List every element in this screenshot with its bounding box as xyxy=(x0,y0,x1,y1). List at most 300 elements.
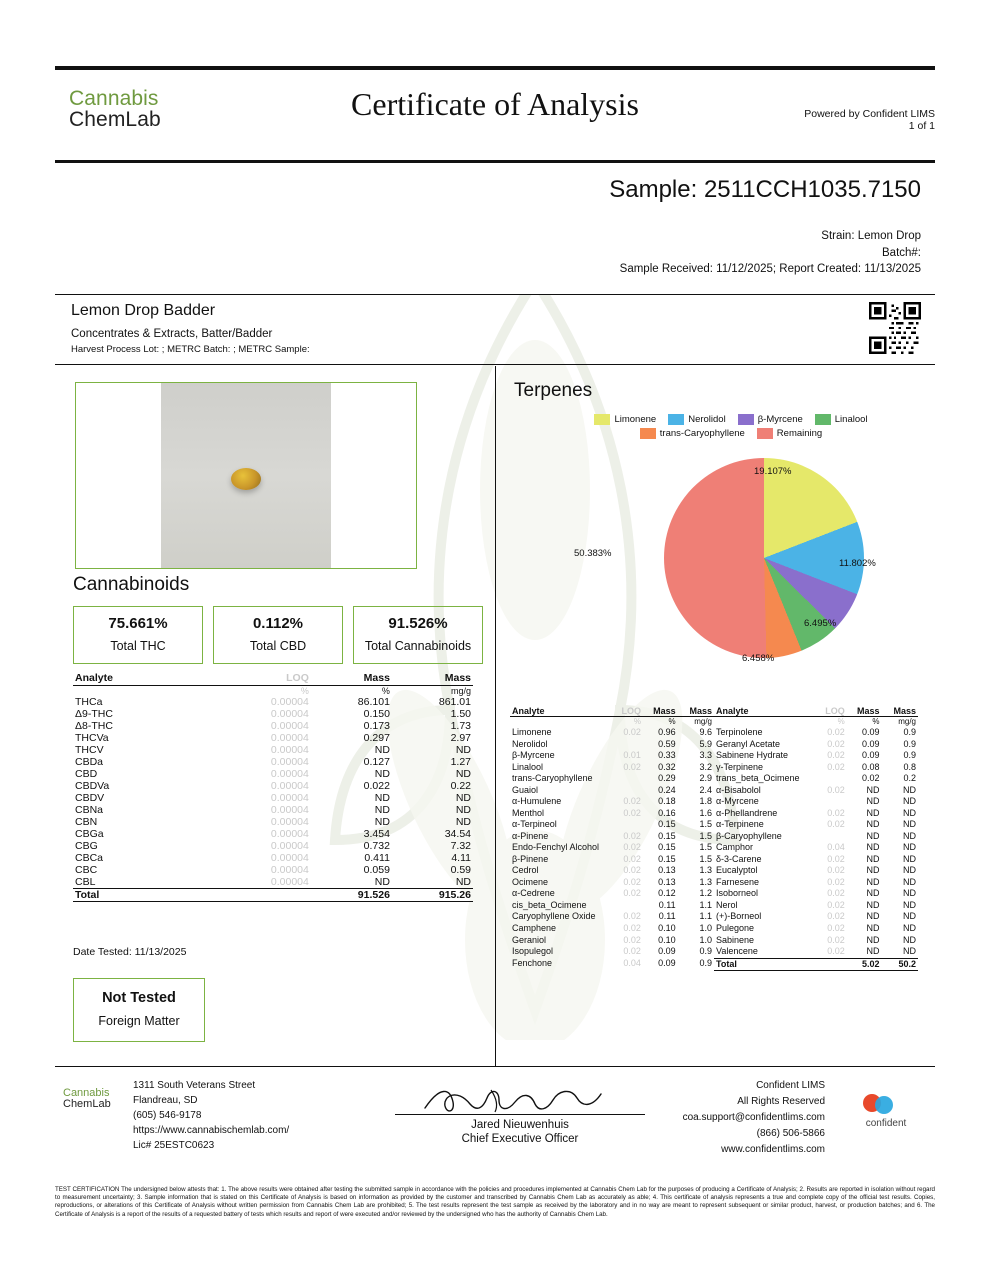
cell-mass-mgg: 0.9 xyxy=(699,946,712,957)
address-phone: (605) 546-9178 xyxy=(133,1110,202,1121)
test-certification-text: TEST CERTIFICATION The undersigned below attests that: 1. The above results were obtained after testing the submitted sample in accordance with the policies and procedures implemented at Cannabis Chem Lab for the purposes of producing a Certificate of Analysis; 2. Results are reported in isolation without regard to measurement uncertainty; 3. Sample information that is stated on this Certificate of Analysis is based on information as provided by the customer and transcribed by Cannabis Chem Lab as accurately as able; 4. This certificate of analysis represents a true and complete copy of the official test results. Copies, reproductions, or alterations of this Certificate of Analysis without written permission from Cannabis Chem Lab are prohibited; 5. The test results represent the test sample as received by the laboratory and in no way are meant to represent subsequent or similar product, harvest, or production batches; and 6. The Certificate of Analysis is a report of the results of a requested battery of tests which results and report of were executed and/or reviewed by the undersigned who has the authority of Cannabis Chem Lab. xyxy=(55,1186,935,1218)
cell-mass-pct: 0.732 xyxy=(363,840,390,852)
cell-mass-pct: ND xyxy=(374,816,390,828)
foreign-matter-box xyxy=(73,978,205,1042)
cell-analyte: CBNa xyxy=(75,804,104,816)
address-line-1: 1311 South Veterans Street xyxy=(133,1080,256,1091)
sample-strain: Strain: Lemon Drop xyxy=(821,230,921,242)
page-footer xyxy=(55,1070,935,1180)
cell-mass-mgg: 2.4 xyxy=(699,784,712,795)
table-row xyxy=(73,696,473,708)
cell-loq: 0.02 xyxy=(623,830,641,841)
cell-mass-pct: 0.11 xyxy=(658,911,676,922)
cell-loq xyxy=(812,796,846,808)
table-row xyxy=(510,935,714,947)
cell-analyte: Sabinene Hydrate xyxy=(716,750,789,761)
sample-photo xyxy=(161,383,331,568)
cell-loq: 0.02 xyxy=(827,865,845,876)
cell-mass-mgg: 0.8 xyxy=(903,761,916,772)
table-subheader-row xyxy=(73,686,473,697)
cell-analyte: δ-3-Carene xyxy=(716,853,762,864)
terp2-col-mass-mgg: Mass xyxy=(893,706,916,716)
table-row xyxy=(510,877,714,889)
legend-label-nerolidol: Nerolidol xyxy=(688,414,726,425)
cell-loq: 0.02 xyxy=(623,842,641,853)
cell-mass-mgg: ND xyxy=(455,804,471,816)
cell-mass-mgg: 1.1 xyxy=(699,899,712,910)
cell-analyte: α-Myrcene xyxy=(716,796,759,807)
cell-mass-pct: 0.022 xyxy=(363,780,390,792)
cannabinoid-summary-boxes xyxy=(73,606,483,664)
cell-analyte: Nerolidol xyxy=(512,738,548,749)
cell-mass-mgg: 3.2 xyxy=(699,761,712,772)
cell-loq: 0.02 xyxy=(623,934,641,945)
cell-analyte: CBG xyxy=(75,840,98,852)
cell-mass-pct: 3.454 xyxy=(363,828,390,840)
cell-loq xyxy=(812,773,846,785)
cell-mass-pct: ND xyxy=(866,946,880,957)
cell-loq: 0.00004 xyxy=(270,840,309,852)
table-row xyxy=(73,828,473,840)
cell-mass-mgg: ND xyxy=(903,946,916,957)
cell-loq: 0.02 xyxy=(827,853,845,864)
terp2-sub-analyte xyxy=(714,717,812,728)
table-row xyxy=(73,852,473,864)
cell-loq xyxy=(609,900,643,912)
table-total-row: Total 91.526 915.26 xyxy=(75,889,471,901)
table-row xyxy=(714,831,918,843)
table-row xyxy=(510,946,714,958)
cell-mass-mgg: 0.22 xyxy=(450,780,471,792)
cell-analyte: Endo-Fenchyl Alcohol xyxy=(512,842,600,853)
cell-analyte: Ocimene xyxy=(512,876,549,887)
cell-mass-mgg: 1.50 xyxy=(450,708,471,720)
date-tested: Date Tested: 11/13/2025 xyxy=(73,946,187,958)
lims-phone: (866) 506-5866 xyxy=(756,1128,825,1139)
right-column xyxy=(495,366,936,1066)
cell-mass-mgg: ND xyxy=(903,876,916,887)
cell-loq xyxy=(609,785,643,797)
footer-logo-line2: ChemLab xyxy=(63,1098,111,1111)
foreign-matter-label: Foreign Matter xyxy=(98,1014,180,1028)
cell-analyte: Camphor xyxy=(716,842,754,853)
legend-label-remaining: Remaining xyxy=(776,428,823,439)
terp2-col-loq: LOQ xyxy=(825,706,845,716)
cell-loq: 0.00004 xyxy=(270,792,309,804)
cell-analyte: Δ9-THC xyxy=(75,708,113,720)
table-row xyxy=(510,739,714,751)
legend-label-trans-caryophyllene: trans-Caryophyllene xyxy=(659,428,745,439)
cell-mass-mgg: ND xyxy=(903,853,916,864)
cell-loq: 0.00004 xyxy=(270,804,309,816)
lims-website[interactable]: www.confidentlims.com xyxy=(721,1144,825,1155)
cell-analyte: Δ8-THC xyxy=(75,720,113,732)
address-website[interactable]: https://www.cannabischemlab.com/ xyxy=(133,1125,290,1136)
cell-analyte: β-Pinene xyxy=(512,853,549,864)
cell-mass-pct: ND xyxy=(866,865,880,876)
table-row xyxy=(714,842,918,854)
cell-mass-mgg: ND xyxy=(455,744,471,756)
confident-logo-label: confident xyxy=(865,1118,907,1129)
cell-mass-mgg: 0.9 xyxy=(903,727,916,738)
cell-mass-pct: 86.101 xyxy=(357,696,390,708)
cell-mass-mgg: 1.2 xyxy=(699,888,712,899)
cell-mass-pct: ND xyxy=(866,842,880,853)
table-row xyxy=(714,739,918,751)
table-row xyxy=(73,768,473,780)
table-row xyxy=(714,923,918,935)
cell-mass-pct: 0.16 xyxy=(658,807,676,818)
cell-loq: 0.02 xyxy=(827,807,845,818)
table-row xyxy=(510,808,714,820)
cell-loq: 0.02 xyxy=(827,923,845,933)
legend-swatch-myrcene xyxy=(738,414,754,425)
header-rule xyxy=(55,160,935,163)
terpenes-table-left xyxy=(510,706,714,969)
cell-mass-mgg: 3.3 xyxy=(699,750,712,761)
cell-analyte: THCVa xyxy=(75,732,109,744)
cell-mass-pct: ND xyxy=(866,819,880,830)
terp-col-mass-pct: Mass xyxy=(653,706,676,716)
cell-mass-pct: 0.59 xyxy=(658,738,676,749)
cell-mass-mgg: ND xyxy=(903,888,916,899)
cell-analyte: α-Bisabolol xyxy=(716,784,761,795)
table-row xyxy=(510,785,714,797)
table-row xyxy=(73,744,473,756)
pie-label-limonene: 19.107% xyxy=(754,466,792,477)
cell-mass-mgg: ND xyxy=(903,934,916,945)
cell-analyte: α-Phellandrene xyxy=(716,807,778,818)
cell-loq: 0.04 xyxy=(623,957,641,968)
cell-analyte: Guaiol xyxy=(512,784,539,795)
cell-mass-pct: 0.24 xyxy=(658,784,676,795)
cell-analyte: α-Terpinene xyxy=(716,819,764,830)
terp-col-mass-mgg: Mass xyxy=(689,706,712,716)
terp-right-header-row xyxy=(714,706,918,717)
qr-code[interactable] xyxy=(869,302,921,354)
terp-sub-mass-mgg: mg/g xyxy=(694,717,712,726)
pie-label-nerolidol: 11.802% xyxy=(839,558,876,569)
terp2-col-analyte: Analyte xyxy=(716,706,749,716)
cell-mass-pct: ND xyxy=(866,807,880,818)
cell-analyte: CBDa xyxy=(75,756,104,768)
cell-mass-mgg: 34.54 xyxy=(444,828,471,840)
cell-mass-pct: ND xyxy=(866,784,880,795)
cell-mass-pct: 0.02 xyxy=(861,773,880,784)
legend-label-limonene: Limonene xyxy=(614,414,657,425)
cell-mass-pct: 0.09 xyxy=(861,738,880,749)
table-row xyxy=(73,876,473,889)
table-row xyxy=(714,785,918,797)
table-row xyxy=(510,773,714,785)
cell-mass-mgg: 9.6 xyxy=(699,727,712,738)
total-cbd-box xyxy=(213,606,343,664)
table-row xyxy=(510,796,714,808)
cell-mass-pct: 0.150 xyxy=(363,708,390,720)
cell-mass-pct: ND xyxy=(374,876,390,888)
cell-mass-mgg: 4.11 xyxy=(451,852,471,864)
cell-mass-pct: 0.09 xyxy=(658,946,676,957)
cell-mass-pct: 0.09 xyxy=(861,727,880,738)
cell-loq: 0.02 xyxy=(827,946,845,957)
table-row xyxy=(73,720,473,732)
cell-analyte: Eucalyptol xyxy=(716,865,758,876)
cell-loq xyxy=(812,831,846,843)
cell-loq xyxy=(609,773,643,785)
cell-loq: 0.00004 xyxy=(270,708,309,720)
legend-item-linalool xyxy=(815,414,868,425)
cell-loq: 0.02 xyxy=(827,761,845,772)
cell-loq: 0.02 xyxy=(623,853,641,864)
cell-mass-mgg: 1.3 xyxy=(699,865,712,876)
lims-info xyxy=(683,1078,825,1158)
cell-mass-pct: 0.10 xyxy=(658,934,676,945)
cell-mass-pct: ND xyxy=(866,934,880,945)
cannabinoids-section-title: Cannabinoids xyxy=(73,574,190,595)
cell-loq: 0.01 xyxy=(623,750,641,761)
cell-mass-mgg: 7.32 xyxy=(450,840,471,852)
terp2-sub-mass-pct: % xyxy=(872,717,880,726)
cell-mass-pct: ND xyxy=(374,768,390,780)
table-row xyxy=(510,900,714,912)
cell-mass-pct: ND xyxy=(866,830,880,841)
legend-swatch-limonene xyxy=(594,414,610,425)
cell-mass-pct: ND xyxy=(866,911,880,922)
total-thc-label: Total THC xyxy=(110,639,166,653)
cell-mass-pct: 0.33 xyxy=(658,750,676,761)
signature-image xyxy=(385,1082,655,1114)
cell-mass-mgg: 1.27 xyxy=(450,756,471,768)
cell-mass-pct: ND xyxy=(866,899,880,910)
table-total-row: Total 5.02 50.2 xyxy=(714,958,918,971)
cannabinoids-table-wrap xyxy=(73,672,473,902)
sub-analyte xyxy=(73,686,239,697)
pie-legend-row-1 xyxy=(536,414,926,425)
legend-swatch-remaining xyxy=(757,428,773,439)
cell-analyte: Isopulegol xyxy=(512,946,554,957)
cell-analyte: (+)-Borneol xyxy=(716,911,762,922)
cell-loq: 0.00004 xyxy=(270,852,309,864)
table-row xyxy=(73,804,473,816)
cell-analyte: CBGa xyxy=(75,828,104,840)
cell-mass-mgg: 1.0 xyxy=(699,934,712,945)
table-row xyxy=(714,808,918,820)
cell-analyte: Geraniol xyxy=(512,934,547,945)
cell-mass-pct: ND xyxy=(374,744,390,756)
cell-analyte: β-Caryophyllene xyxy=(716,830,782,841)
total-cannabinoids-value: 91.526% xyxy=(388,615,448,632)
cell-mass-mgg: ND xyxy=(903,796,916,807)
cell-mass-mgg: 861.01 xyxy=(438,696,471,708)
legend-item-limonene xyxy=(594,414,656,425)
cell-analyte: trans_beta_Ocimene xyxy=(716,773,800,784)
cell-mass-pct: 0.11 xyxy=(658,899,676,910)
col-analyte: Analyte xyxy=(75,672,113,684)
cell-loq: 0.00004 xyxy=(270,732,309,744)
product-category: Concentrates & Extracts, Batter/Badder xyxy=(71,328,273,340)
cell-mass-mgg: 1.8 xyxy=(699,796,712,807)
table-row xyxy=(73,792,473,804)
legend-swatch-nerolidol xyxy=(668,414,684,425)
terp-sub-analyte xyxy=(510,717,609,728)
cell-mass-mgg: ND xyxy=(903,865,916,876)
cell-mass-pct: 0.411 xyxy=(364,852,390,864)
cell-loq: 0.02 xyxy=(827,750,845,761)
cell-mass-mgg: 1.0 xyxy=(699,923,712,933)
table-row xyxy=(510,819,714,831)
legend-item-remaining xyxy=(757,428,822,439)
cell-loq: 0.02 xyxy=(827,888,845,899)
cell-mass-mgg: 2.97 xyxy=(450,732,471,744)
cell-mass-mgg: 1.6 xyxy=(699,807,712,818)
lab-address xyxy=(133,1078,289,1153)
cell-mass-mgg: ND xyxy=(903,807,916,818)
cell-mass-mgg: 1.5 xyxy=(699,819,712,830)
cell-analyte: CBDVa xyxy=(75,780,110,792)
table-row xyxy=(73,816,473,828)
cell-mass-mgg: 0.9 xyxy=(903,750,916,761)
total-cbd-value: 0.112% xyxy=(252,615,304,632)
terp-col-loq: LOQ xyxy=(621,706,641,716)
terp-right-subheader-row xyxy=(714,717,918,728)
page-number: 1 of 1 xyxy=(908,120,935,132)
table-row xyxy=(73,840,473,852)
cell-mass-pct: 0.13 xyxy=(658,876,676,887)
product-summary xyxy=(55,294,935,365)
cell-mass-mgg: ND xyxy=(903,819,916,830)
cell-mass-pct: ND xyxy=(866,853,880,864)
cell-loq: 0.02 xyxy=(623,888,641,899)
terpenes-table-right xyxy=(714,706,918,971)
cell-mass-pct: 0.13 xyxy=(658,865,676,876)
table-row xyxy=(73,780,473,792)
cell-analyte: Geranyl Acetate xyxy=(716,738,781,749)
sub-mass-pct: % xyxy=(381,686,390,696)
cell-analyte: CBD xyxy=(75,768,98,780)
table-row xyxy=(510,854,714,866)
confident-logo xyxy=(845,1094,927,1129)
cell-mass-mgg: ND xyxy=(903,911,916,922)
total-thc-box xyxy=(73,606,203,664)
address-line-2: Flandreau, SD xyxy=(133,1095,198,1106)
cannabinoids-table xyxy=(73,672,473,902)
lab-logo-line1: Cannabis xyxy=(69,87,159,110)
col-mass-pct: Mass xyxy=(363,672,390,684)
terpenes-tables xyxy=(510,706,930,971)
cell-analyte: trans-Caryophyllene xyxy=(512,773,593,784)
terpene-pie-chart xyxy=(514,448,924,678)
table-row xyxy=(73,708,473,720)
table-row xyxy=(714,727,918,739)
table-row xyxy=(510,923,714,935)
cell-analyte: Fenchone xyxy=(512,957,553,968)
footer-logo xyxy=(63,1088,111,1110)
cell-loq: 0.02 xyxy=(623,946,641,957)
cell-mass-pct: 0.15 xyxy=(658,830,676,841)
table-row xyxy=(714,888,918,900)
cell-mass-mgg: ND xyxy=(455,792,471,804)
cell-mass-pct: 0.15 xyxy=(658,853,676,864)
cell-loq: 0.02 xyxy=(827,876,845,887)
table-row xyxy=(510,762,714,774)
total-cannabinoids-box xyxy=(353,606,483,664)
lims-email[interactable]: coa.support@confidentlims.com xyxy=(682,1112,825,1123)
cell-loq: 0.02 xyxy=(827,738,845,749)
cell-loq: 0.02 xyxy=(827,784,845,795)
cell-mass-mgg: ND xyxy=(903,830,916,841)
legend-item-trans-caryophyllene xyxy=(640,428,745,439)
col-mass-mgg: Mass xyxy=(444,672,471,684)
cell-loq: 0.02 xyxy=(827,934,845,945)
foreign-matter-value: Not Tested xyxy=(102,990,176,1006)
terp2-sub-loq: % xyxy=(837,717,845,726)
cell-mass-pct: 0.09 xyxy=(861,750,880,761)
cell-mass-pct: 0.15 xyxy=(658,842,676,853)
terp-left-subheader-row xyxy=(510,717,714,728)
table-row xyxy=(714,865,918,877)
cell-mass-pct: ND xyxy=(374,804,390,816)
signer-name: Jared Nieuwenhuis xyxy=(471,1119,569,1131)
cell-loq: 0.02 xyxy=(623,911,641,922)
cell-mass-mgg: 0.59 xyxy=(450,864,471,876)
legend-swatch-linalool xyxy=(815,414,831,425)
pie-label-linalool: 6.458% xyxy=(742,653,775,664)
cell-mass-pct: ND xyxy=(866,876,880,887)
cell-loq xyxy=(609,739,643,751)
cell-analyte: Isoborneol xyxy=(716,888,759,899)
cell-loq: 0.02 xyxy=(623,796,641,807)
cell-mass-mgg: ND xyxy=(455,768,471,780)
table-row xyxy=(510,958,714,970)
product-name: Lemon Drop Badder xyxy=(71,302,216,319)
cell-analyte: β-Myrcene xyxy=(512,750,555,761)
cell-mass-pct: 0.127 xyxy=(363,756,390,768)
cell-loq: 0.02 xyxy=(623,876,641,887)
table-row xyxy=(510,842,714,854)
table-header-row xyxy=(73,672,473,686)
table-row xyxy=(714,911,918,923)
table-row xyxy=(73,864,473,876)
cell-mass-mgg: 1.5 xyxy=(699,830,712,841)
cell-loq: 0.00004 xyxy=(270,696,309,708)
terp-left-header-row xyxy=(510,706,714,717)
cell-mass-mgg: 1.5 xyxy=(699,853,712,864)
pie-label-myrcene: 6.495% xyxy=(804,618,837,629)
table-row xyxy=(714,946,918,958)
cell-mass-pct: 0.297 xyxy=(363,732,390,744)
footer-logo-line1: Cannabis xyxy=(63,1087,110,1099)
cell-analyte: γ-Terpinene xyxy=(716,761,764,772)
cell-mass-mgg: ND xyxy=(903,923,916,933)
cell-loq: 0.00004 xyxy=(270,744,309,756)
cell-analyte: Sabinene xyxy=(716,934,755,945)
cell-mass-pct: 0.96 xyxy=(658,727,676,738)
cell-mass-mgg: 1.3 xyxy=(699,876,712,887)
total-cbd-label: Total CBD xyxy=(249,639,307,653)
cell-analyte: CBL xyxy=(75,876,96,888)
cell-analyte: Farnesene xyxy=(716,876,760,887)
lims-line-2: All Rights Reserved xyxy=(737,1096,825,1107)
total-thc-value: 75.661% xyxy=(108,615,168,632)
cell-analyte: Camphene xyxy=(512,923,557,933)
cell-mass-mgg: 1.73 xyxy=(450,720,471,732)
cell-mass-pct: 0.29 xyxy=(658,773,676,784)
table-row xyxy=(510,727,714,739)
cell-mass-mgg: 1.5 xyxy=(699,842,712,853)
cell-analyte: Menthol xyxy=(512,807,545,818)
signer-title: Chief Executive Officer xyxy=(461,1133,579,1145)
cell-analyte: THCV xyxy=(75,744,104,756)
